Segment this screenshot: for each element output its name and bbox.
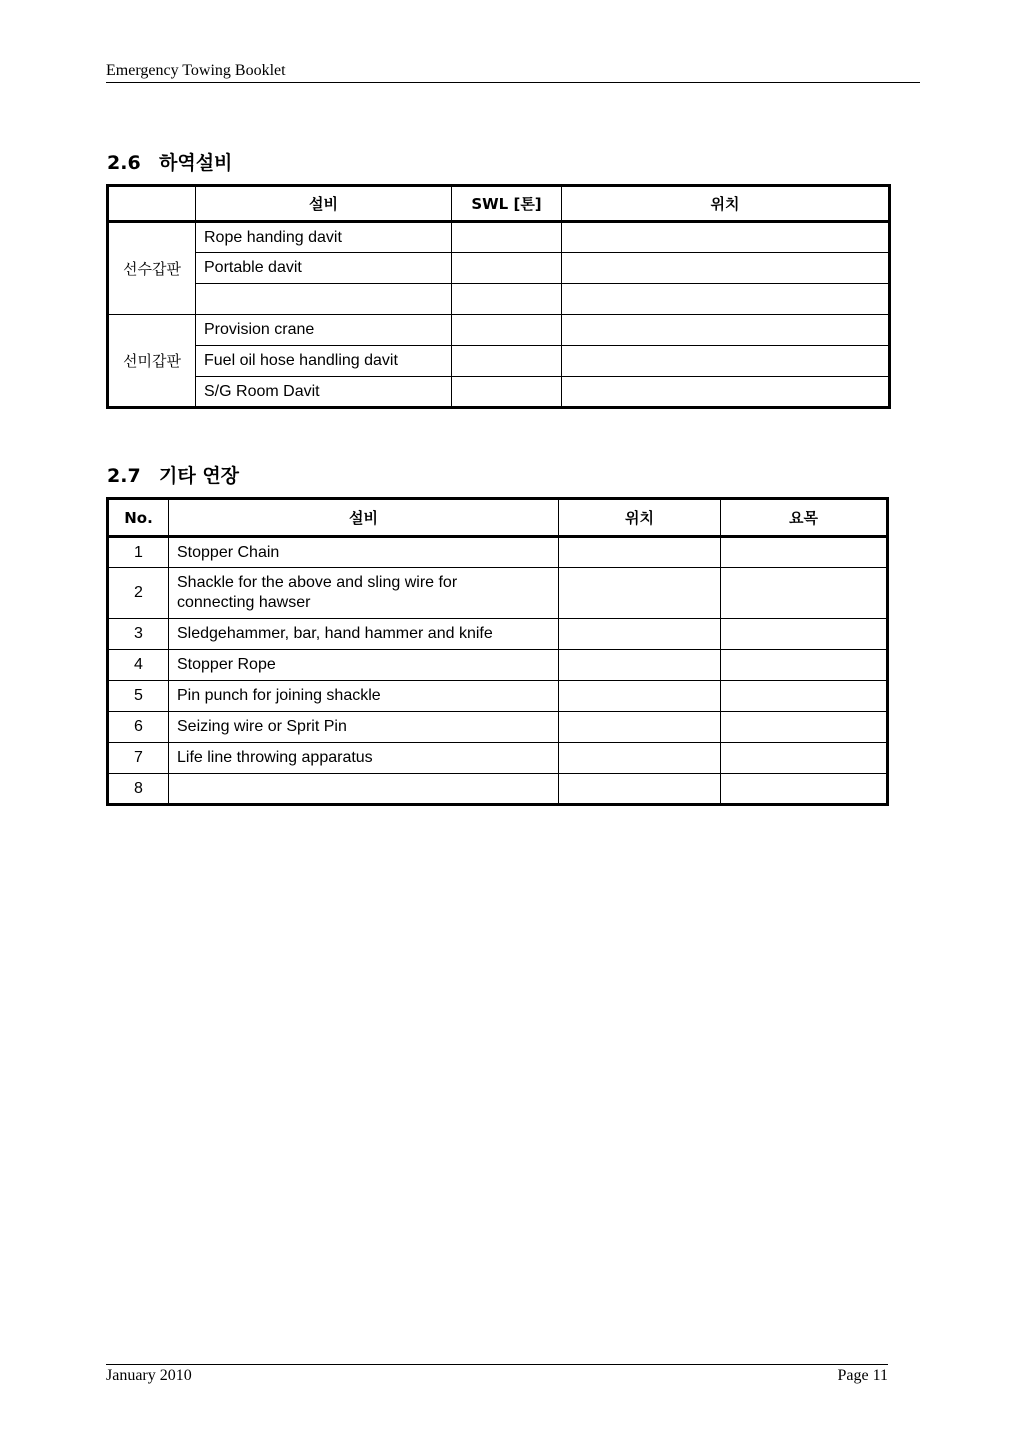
table-row — [108, 284, 890, 315]
notes-cell — [721, 537, 888, 568]
location-cell — [559, 568, 721, 619]
location-cell — [562, 284, 890, 315]
equipment-cell: Stopper Rope — [169, 650, 559, 681]
other-tools-table — [106, 497, 889, 806]
location-cell — [562, 315, 890, 346]
location-cell — [559, 619, 721, 650]
location-cell — [562, 346, 890, 377]
equipment-cell: Portable davit — [196, 253, 452, 284]
row-number: 7 — [108, 743, 169, 774]
section-title-2-7 — [107, 461, 239, 488]
table-row — [108, 346, 890, 377]
group-label-bow-deck: 선수갑판 — [108, 222, 196, 315]
header-cell-blank — [108, 186, 196, 222]
equipment-cell: Seizing wire or Sprit Pin — [169, 712, 559, 743]
location-cell — [559, 681, 721, 712]
location-cell — [559, 650, 721, 681]
header-cell-notes: 요목 — [721, 499, 888, 537]
table-row — [108, 253, 890, 284]
row-number: 8 — [108, 774, 169, 805]
table-header-row — [108, 186, 890, 222]
equipment-line-1: Shackle for the above and sling wire for — [177, 574, 458, 591]
swl-cell — [452, 253, 562, 284]
header-cell-location: 위치 — [559, 499, 721, 537]
equipment-cell: Life line throwing apparatus — [169, 743, 559, 774]
equipment-cell: Pin punch for joining shackle — [169, 681, 559, 712]
location-cell — [559, 712, 721, 743]
equipment-cell — [169, 568, 559, 619]
swl-cell — [452, 377, 562, 408]
equipment-cell — [196, 284, 452, 315]
notes-cell — [721, 743, 888, 774]
table-row — [108, 619, 888, 650]
swl-cell — [452, 222, 562, 253]
table-row — [108, 568, 888, 619]
table-header-row — [108, 499, 888, 537]
notes-cell — [721, 681, 888, 712]
header-cell-location: 위치 — [562, 186, 890, 222]
location-cell — [559, 774, 721, 805]
row-number: 5 — [108, 681, 169, 712]
location-cell — [562, 253, 890, 284]
notes-cell — [721, 712, 888, 743]
table-row — [108, 222, 890, 253]
table-row — [108, 712, 888, 743]
equipment-cell: Stopper Chain — [169, 537, 559, 568]
location-cell — [562, 222, 890, 253]
equipment-line-2: connecting hawser — [177, 594, 311, 611]
table-row — [108, 537, 888, 568]
row-number: 2 — [108, 568, 169, 619]
equipment-cell: S/G Room Davit — [196, 377, 452, 408]
equipment-cell: Provision crane — [196, 315, 452, 346]
table-row — [108, 315, 890, 346]
row-number: 4 — [108, 650, 169, 681]
header-title: Emergency Towing Booklet — [106, 62, 286, 79]
section-heading: 하역설비 — [159, 152, 233, 174]
table-row — [108, 774, 888, 805]
page-footer — [106, 1364, 888, 1385]
equipment-cell — [169, 774, 559, 805]
header-cell-no: No. — [108, 499, 169, 537]
swl-cell — [452, 284, 562, 315]
table-row — [108, 650, 888, 681]
location-cell — [562, 377, 890, 408]
swl-cell — [452, 346, 562, 377]
section-number: 2.7 — [107, 465, 141, 487]
equipment-cell: Fuel oil hose handling davit — [196, 346, 452, 377]
notes-cell — [721, 774, 888, 805]
footer-date: January 2010 — [106, 1367, 192, 1384]
table-row — [108, 681, 888, 712]
row-number: 1 — [108, 537, 169, 568]
cargo-equipment-table — [106, 184, 891, 409]
equipment-cell: Sledgehammer, bar, hand hammer and knife — [169, 619, 559, 650]
row-number: 3 — [108, 619, 169, 650]
row-number: 6 — [108, 712, 169, 743]
section-title-2-6 — [107, 148, 232, 175]
page-header — [106, 62, 920, 83]
table-row — [108, 377, 890, 408]
notes-cell — [721, 568, 888, 619]
footer-page-number: Page 11 — [837, 1367, 888, 1384]
group-label-stern-deck: 선미갑판 — [108, 315, 196, 408]
notes-cell — [721, 619, 888, 650]
notes-cell — [721, 650, 888, 681]
equipment-cell: Rope handing davit — [196, 222, 452, 253]
header-cell-equipment: 설비 — [196, 186, 452, 222]
location-cell — [559, 537, 721, 568]
section-number: 2.6 — [107, 152, 141, 174]
section-heading: 기타 연장 — [159, 465, 240, 487]
swl-cell — [452, 315, 562, 346]
table-row — [108, 743, 888, 774]
header-cell-swl: SWL [톤] — [452, 186, 562, 222]
header-cell-equipment: 설비 — [169, 499, 559, 537]
location-cell — [559, 743, 721, 774]
